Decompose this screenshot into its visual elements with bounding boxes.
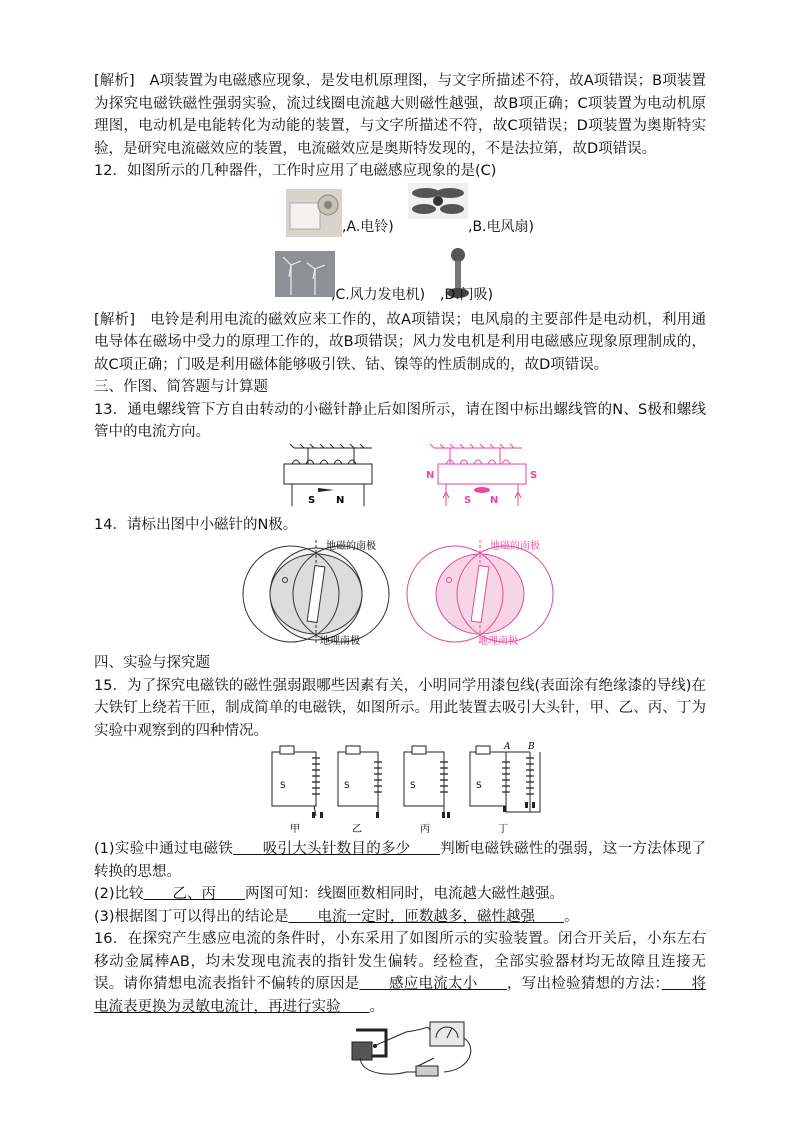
- switch-label-jia: S: [280, 781, 286, 791]
- needle-n-label: N: [336, 494, 345, 506]
- q13-stem: 13．通电螺线管下方自由转动的小磁针静止后如图所示，请在图中标出螺线管的N、S极和螺线管中的电流方向。: [94, 401, 706, 440]
- wind-turbine-photo: [275, 251, 335, 297]
- q16-answer-1: 感应电流太小: [389, 976, 478, 992]
- q12-stem: 12．如图所示的几种器件，工作时应用了电磁感应现象的是(C): [94, 163, 497, 179]
- q16-stem: [94, 928, 706, 1018]
- earth-magnetic-field-diagram: [94, 536, 706, 646]
- q15-part2: [94, 883, 706, 906]
- q15-part3-suffix: 。: [564, 908, 579, 925]
- solenoid-diagram: [94, 444, 706, 510]
- q16-stem-text: 16．在探究产生感应电流的条件时，小东采用了如图所示的实验装置。闭合开关后，小东左右移动金属棒AB，均未发现电流表的指针发生偏转。经检查，全部实验器材均无故障且连接无误。请你猜想电流表指针不偏转的原因是: [94, 931, 706, 992]
- q11-analysis: [解析] A项装置为电磁感应现象，是发电机原理图，与文字所描述不符，故A项错误；B项装置为探究电磁铁磁性强弱实验，流过线圈电流越大则磁性越强，故B项正确；C项装置为电动机原理图，电动机是电能转化为动能的装置，与文字所描述不符，故C项错误；D项装置为奥斯特实验，是研究电流磁效应的装置，电流磁效应是奥斯特发现的，不是法拉第，故D项错误。: [94, 73, 706, 157]
- coil-a-label: A: [504, 742, 511, 752]
- option-d-label: ,D.门吸): [440, 286, 494, 303]
- section-4-heading: 四、实验与探究题: [94, 655, 210, 671]
- switch-label-yi: S: [344, 781, 350, 791]
- q15-part2-suffix: 两图可知：线圈匝数相同时，电流越大磁性越强。: [245, 886, 565, 902]
- q15-part1-prefix: (1)实验中通过电磁铁: [94, 841, 234, 857]
- q16-end-text: 。: [369, 998, 384, 1015]
- q14-stem: 14．请标出图中小磁针的N极。: [94, 516, 298, 533]
- bell-photo: [286, 189, 342, 237]
- q15-part2-answer: 乙、丙: [172, 886, 217, 902]
- fig-label-bing: 丙: [420, 824, 430, 834]
- page: [94, 70, 706, 1080]
- option-a-label: ,A.电铃): [342, 218, 394, 235]
- q12-analysis: [解析] 电铃是利用电流的磁效应来工作的，故A项错误；电风扇的主要部件是电动机，利用通电导体在磁场中受力的原理工作的，故B项错误；风力发电机是利用电磁感应现象原理制成的，故C项正确；门吸是利用磁体能够吸引铁、钴、镍等的性质制成的，故D项错误。: [94, 311, 706, 373]
- q15-figure: [94, 742, 706, 834]
- needle-s-label-answer: S: [464, 494, 472, 506]
- q15-part1: [94, 838, 706, 883]
- q15-part1-answer: 吸引大头针数目的多少: [262, 841, 411, 857]
- top-label-answer: 地磁的南极: [490, 541, 540, 552]
- q15-part3-prefix: (3)根据图丁可以得出的结论是: [94, 908, 289, 925]
- q16-answer-2: 将电流表更换为灵敏电流计，再进行实验: [94, 976, 706, 1015]
- q16-figure: [94, 1018, 706, 1080]
- option-c-label: ,C.风力发电机): [331, 286, 426, 303]
- q16-mid-text: ，写出检验猜想的方法：: [507, 976, 662, 992]
- q15-part3-answer: 电流一定时，匝数越多，磁性越强: [317, 908, 536, 925]
- switch-label-ding: S: [476, 781, 482, 791]
- needle-s-label: S: [308, 494, 316, 506]
- top-label-question: 地磁的南极: [326, 541, 376, 552]
- fig-label-yi: 乙: [352, 824, 362, 834]
- solenoid-s-label: S: [530, 469, 538, 481]
- induction-apparatus-diagram: [94, 1018, 706, 1080]
- bottom-label-question: 地理南极: [320, 636, 360, 646]
- q15-part2-prefix: (2)比较: [94, 886, 144, 902]
- needle-n-label-answer: N: [490, 494, 499, 506]
- fig-label-jia: 甲: [290, 824, 300, 834]
- coil-b-label: B: [528, 742, 535, 752]
- section-3-heading: 三、作图、简答题与计算题: [94, 379, 268, 395]
- fan-photo: [408, 183, 468, 219]
- q15-part3: [94, 906, 706, 929]
- solenoid-n-label: N: [426, 469, 435, 481]
- bottom-label-answer: 地理南极: [478, 636, 518, 646]
- switch-label-bing: S: [410, 781, 416, 791]
- q14-figure: [94, 536, 706, 646]
- option-b-label: ,B.电风扇): [468, 218, 534, 235]
- q15-part1-suffix: 判断电磁铁磁性的强弱，这一方法体现了转换的思想。: [94, 841, 707, 880]
- fig-label-ding: 丁: [498, 824, 508, 834]
- q12-figure: [94, 183, 706, 305]
- electromagnet-diagram: [94, 742, 706, 834]
- q13-figure: [94, 444, 706, 510]
- q15-stem: 15．为了探究电磁铁的磁性强弱跟哪些因素有关，小明同学用漆包线(表面涂有绝缘漆的导线)在大铁钉上绕若干匝，制成简单的电磁铁，如图所示。用此装置去吸引大头针，甲、乙、丙、丁为实验中观察到的四种情况。: [94, 677, 706, 739]
